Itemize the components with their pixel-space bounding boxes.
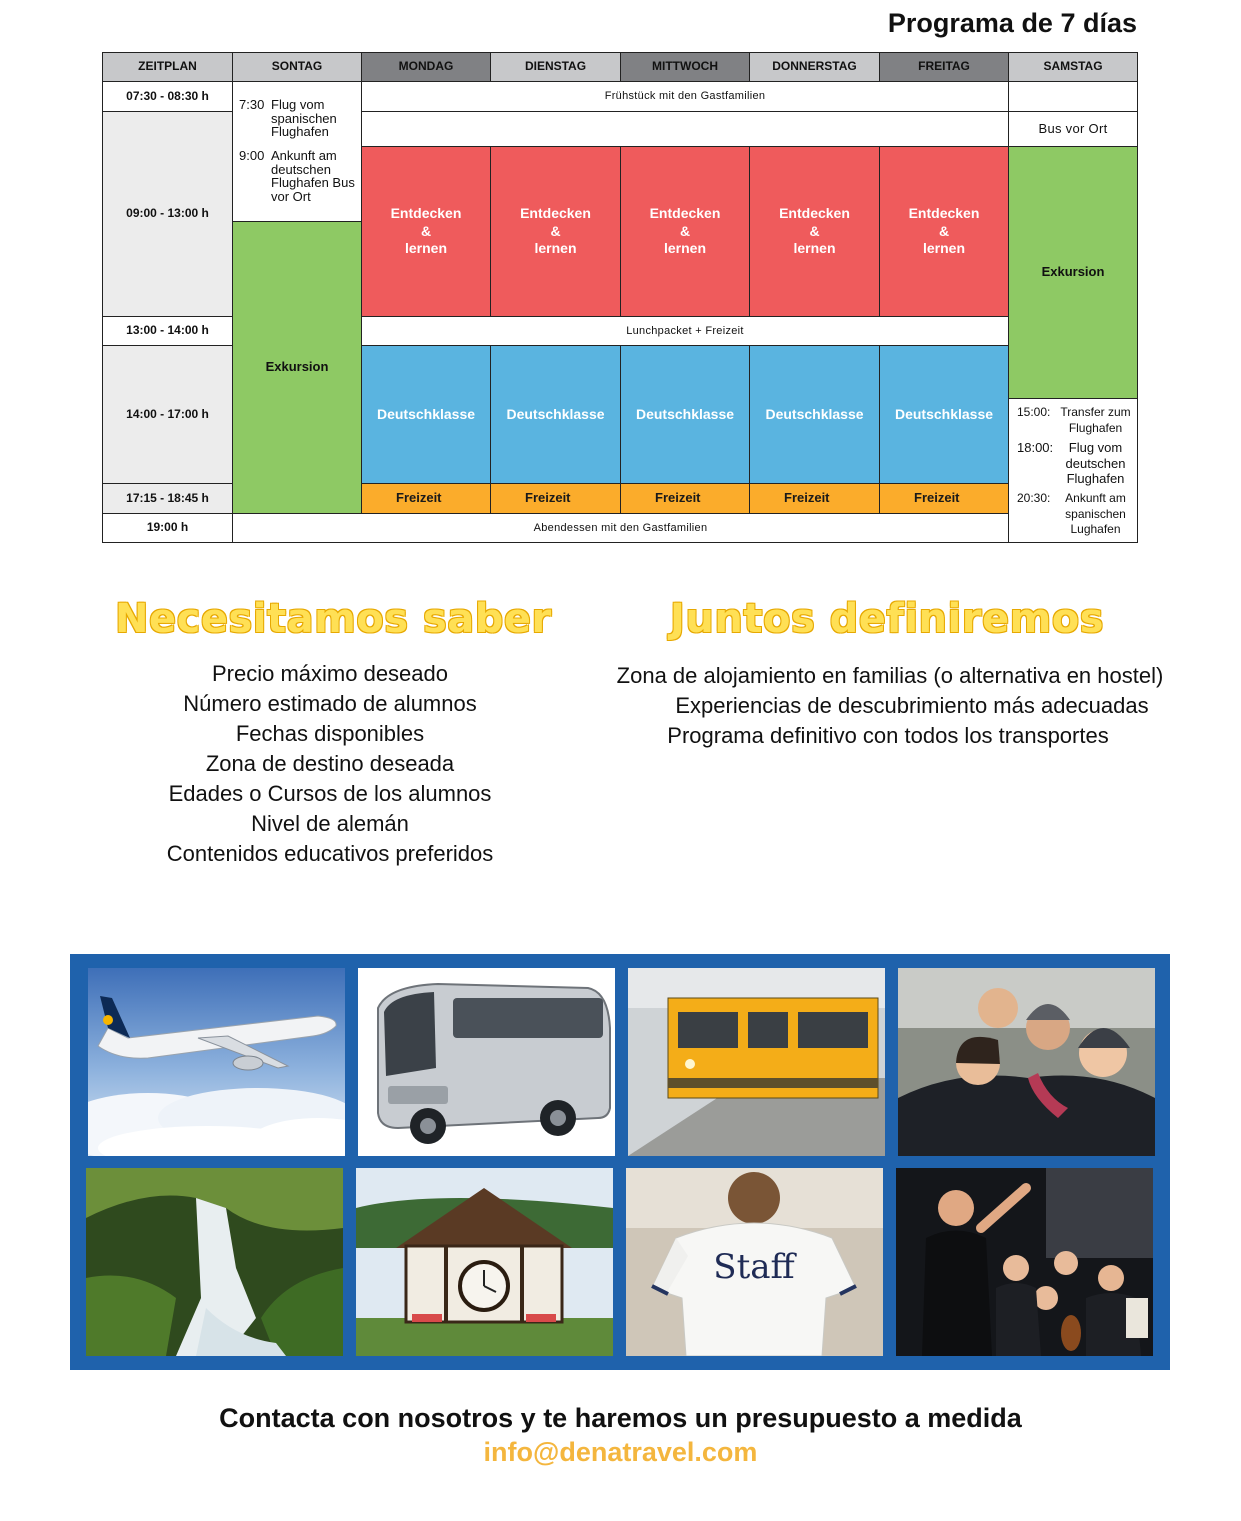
need-to-know-heading: Necesitamos saber bbox=[115, 596, 552, 642]
header-freitag: FREITAG bbox=[879, 52, 1009, 82]
page-title: Programa de 7 días bbox=[887, 8, 1137, 38]
friday-free-time: Freizeit bbox=[879, 483, 1009, 514]
waterfall-photo bbox=[86, 1168, 343, 1356]
sunday-arrival-notes bbox=[232, 81, 362, 222]
saturday-bus: Bus vor Ort bbox=[1008, 111, 1138, 147]
lunch-row: Lunchpacket + Freizeit bbox=[361, 316, 1009, 346]
list-item: Fechas disponibles bbox=[235, 721, 425, 746]
list-item: Edades o Cursos de los alumnos bbox=[168, 781, 492, 806]
time-slot-lunch: 13:00 - 14:00 h bbox=[102, 316, 233, 346]
tuesday-morning-activity: Entdecken & lernen bbox=[490, 146, 621, 317]
thursday-morning-activity: Entdecken & lernen bbox=[749, 146, 880, 317]
dinner-row: Abendessen mit den Gastfamilien bbox=[232, 513, 1009, 543]
staff-shirt-photo bbox=[626, 1168, 883, 1356]
friday-afternoon-class: Deutschklasse bbox=[879, 345, 1009, 484]
weekday-transit-gap bbox=[361, 111, 1009, 147]
contact-email[interactable]: info@denatravel.com bbox=[483, 1437, 758, 1467]
orchestra-conductor-photo bbox=[896, 1168, 1153, 1356]
wednesday-afternoon-class: Deutschklasse bbox=[620, 345, 750, 484]
breakfast-row: Frühstück mit den Gastfamilien bbox=[361, 81, 1009, 112]
list-item: Nivel de alemán bbox=[251, 811, 409, 836]
contact-message: Contacta con nosotros y te haremos un presupuesto a medida bbox=[219, 1403, 1022, 1433]
coach-bus-photo bbox=[358, 968, 615, 1156]
time-slot-evening: 17:15 - 18:45 h bbox=[102, 483, 233, 514]
time-slot-morning: 09:00 - 13:00 h bbox=[102, 111, 233, 317]
friday-morning-activity: Entdecken & lernen bbox=[879, 146, 1009, 317]
saturday-departure-notes bbox=[1008, 398, 1138, 543]
define-together-list bbox=[600, 661, 1180, 751]
list-item: Zona de alojamiento en familias (o alternativa en hostel) bbox=[616, 663, 1164, 688]
header-dienstag: DIENSTAG bbox=[490, 52, 621, 82]
sunday-excursion: Exkursion bbox=[232, 221, 362, 514]
time-slot-afternoon: 14:00 - 17:00 h bbox=[102, 345, 233, 484]
sunday-note-arrival: 9:00 Ankunft am deutschen Flughafen Bus vor Ort bbox=[239, 147, 355, 204]
list-item: Zona de destino deseada bbox=[205, 751, 455, 776]
header-samstag: SAMSTAG bbox=[1008, 52, 1138, 82]
header-sontag: SONTAG bbox=[232, 52, 362, 82]
need-to-know-list bbox=[110, 659, 550, 869]
saturday-note-arrival: 20:30: Ankunft am spanischen Lughafen bbox=[1017, 490, 1126, 537]
cuckoo-clock-house-photo bbox=[356, 1168, 613, 1356]
define-together-heading: Juntos definiremos bbox=[670, 596, 1105, 642]
list-item: Contenidos educativos preferidos bbox=[166, 841, 494, 866]
saturday-note-transfer: 15:00: Transfer zum Flughafen bbox=[1017, 405, 1131, 435]
list-item: Experiencias de descubrimiento más adecuadas bbox=[675, 693, 1149, 718]
list-item: Programa definitivo con todos los transportes bbox=[667, 723, 1109, 748]
airplane-photo bbox=[88, 968, 345, 1156]
tuesday-afternoon-class: Deutschklasse bbox=[490, 345, 621, 484]
photo-gallery bbox=[70, 954, 1170, 1370]
time-slot-breakfast: 07:30 - 08:30 h bbox=[102, 81, 233, 112]
list-item: Número estimado de alumnos bbox=[183, 691, 477, 716]
tuesday-free-time: Freizeit bbox=[490, 483, 621, 514]
thursday-afternoon-class: Deutschklasse bbox=[749, 345, 880, 484]
group-of-friends-photo bbox=[898, 968, 1155, 1156]
yellow-train-photo bbox=[628, 968, 885, 1156]
list-item: Precio máximo deseado bbox=[211, 661, 448, 686]
wednesday-free-time: Freizeit bbox=[620, 483, 750, 514]
header-mondag: MONDAG bbox=[361, 52, 491, 82]
saturday-excursion: Exkursion bbox=[1008, 146, 1138, 399]
header-donnerstag: DONNERSTAG bbox=[749, 52, 880, 82]
monday-free-time: Freizeit bbox=[361, 483, 491, 514]
time-slot-dinner: 19:00 h bbox=[102, 513, 233, 543]
thursday-free-time: Freizeit bbox=[749, 483, 880, 514]
monday-morning-activity: Entdecken & lernen bbox=[361, 146, 491, 317]
header-mittwoch: MITTWOCH bbox=[620, 52, 750, 82]
staff-shirt-label: Staff bbox=[713, 1247, 795, 1287]
monday-afternoon-class: Deutschklasse bbox=[361, 345, 491, 484]
sunday-note-flight: 7:30 Flug vom spanischen Flughafen bbox=[239, 97, 337, 140]
saturday-breakfast-cell bbox=[1008, 81, 1138, 112]
saturday-note-flight: 18:00: Flug vom deutschen Flughafen bbox=[1017, 440, 1126, 487]
wednesday-morning-activity: Entdecken & lernen bbox=[620, 146, 750, 317]
header-zeitplan: ZEITPLAN bbox=[102, 52, 233, 82]
